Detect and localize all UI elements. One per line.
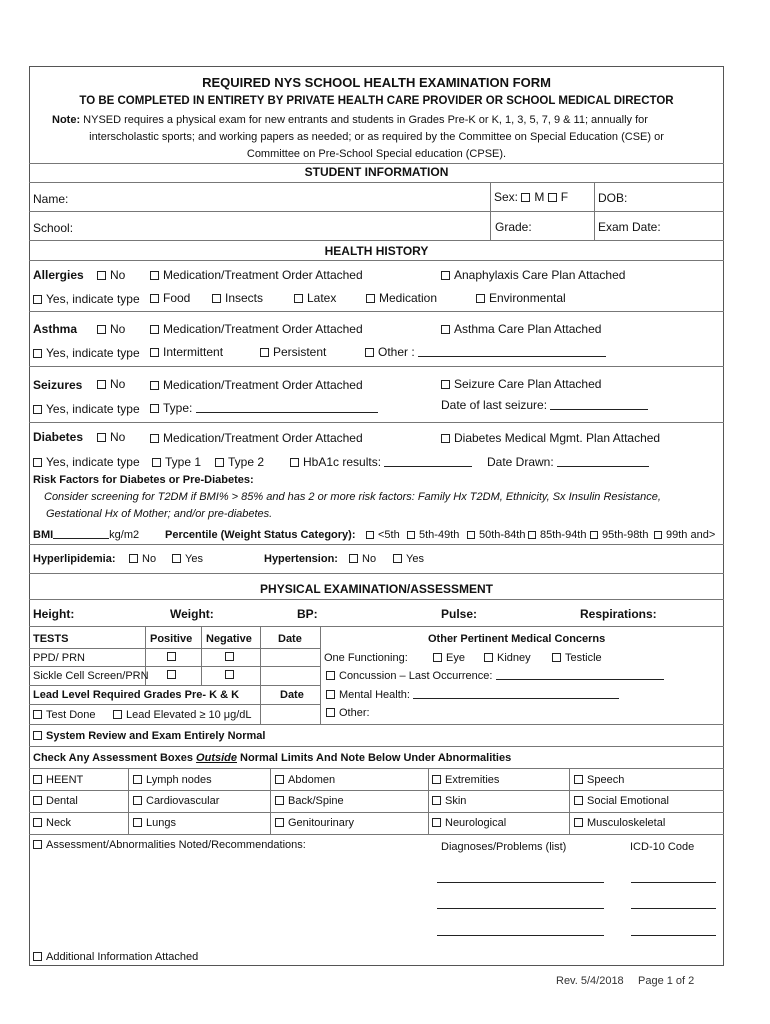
student-info-heading: STUDENT INFORMATION (304, 165, 449, 179)
physical-heading: PHYSICAL EXAMINATION/ASSESSMENT (260, 582, 493, 596)
test-done[interactable]: Test Done (33, 708, 96, 722)
assess-speech[interactable]: Speech (574, 773, 624, 787)
anaphylaxis-plan[interactable]: Anaphylaxis Care Plan Attached (441, 268, 625, 282)
allergy-food[interactable]: Food (150, 291, 190, 305)
page-number: Page 1 of 2 (638, 975, 695, 987)
assess-dental[interactable]: Dental (33, 794, 78, 808)
diagnosis-line[interactable] (437, 908, 604, 909)
diabetes-no[interactable]: No (97, 430, 125, 444)
respirations-label: Respirations: (580, 607, 657, 621)
allergy-environmental[interactable]: Environmental (476, 291, 566, 305)
risk-heading: Risk Factors for Diabetes or Pre-Diabetes: (33, 474, 254, 486)
icd-heading: ICD-10 Code (630, 841, 695, 853)
diagnoses-heading: Diagnoses/Problems (list) (441, 841, 567, 853)
asthma-other-input[interactable] (418, 346, 606, 357)
assess-extremities[interactable]: Extremities (432, 773, 499, 787)
weight-label: Weight: (170, 607, 214, 621)
date-drawn-input[interactable] (557, 456, 649, 467)
seizure-type-input[interactable] (196, 402, 378, 413)
asthma-other[interactable]: Other : (365, 345, 606, 359)
seizures-no[interactable]: No (97, 377, 125, 391)
diabetes-med-order[interactable]: Medication/Treatment Order Attached (150, 431, 363, 445)
school-label: School: (33, 221, 74, 235)
assess-social-emotional[interactable]: Social Emotional (574, 794, 669, 808)
percentile-c4[interactable]: 85th-94th (528, 528, 586, 542)
name-label: Name: (33, 192, 69, 206)
hypertension-label: Hypertension: (264, 553, 338, 565)
percentile-c1[interactable]: <5th (366, 528, 400, 542)
mental-health[interactable]: Mental Health: (326, 688, 619, 702)
date-drawn[interactable]: Date Drawn: (487, 455, 649, 469)
other-concerns-heading: Other Pertinent Medical Concerns (428, 633, 606, 645)
hyperlipidemia-label: Hyperlipidemia: (33, 553, 116, 565)
tests-heading: TESTS (33, 633, 69, 645)
exam-date-label: Exam Date: (598, 220, 661, 234)
date-heading: Date (278, 633, 302, 645)
dob-label: DOB: (598, 191, 628, 205)
ppd-label: PPD/ PRN (33, 652, 85, 664)
lead-required-label: Lead Level Required Grades Pre- K & K (33, 689, 240, 701)
seizures-yes[interactable]: Yes, indicate type (33, 402, 140, 416)
check-instruction: Check Any Assessment Boxes Outside Normal Limits And Note Below Under Abnormalities (33, 752, 512, 764)
sex-m-checkbox[interactable] (521, 193, 530, 202)
ppd-negative-checkbox[interactable] (225, 652, 234, 661)
assess-heent[interactable]: HEENT (33, 773, 83, 787)
revision-date: Rev. 5/4/2018 (556, 975, 624, 987)
icd-line[interactable] (631, 935, 716, 936)
seizures-med-order[interactable]: Medication/Treatment Order Attached (150, 378, 363, 392)
allergy-medication[interactable]: Medication (366, 291, 437, 305)
grade-label: Grade: (495, 220, 532, 234)
form-title: REQUIRED NYS SCHOOL HEALTH EXAMINATION FORM (202, 75, 551, 90)
abnormalities[interactable]: Assessment/Abnormalities Noted/Recommendations: (33, 838, 306, 852)
diabetes-label: Diabetes (33, 430, 84, 444)
negative-heading: Negative (206, 633, 252, 645)
asthma-persistent[interactable]: Persistent (260, 345, 326, 359)
diabetes-plan[interactable]: Diabetes Medical Mgmt. Plan Attached (441, 431, 660, 445)
assess-musculoskeletal[interactable]: Musculoskeletal (574, 816, 665, 830)
note-line-3: Committee on Pre-School Special education (CPSE). (246, 148, 507, 160)
asthma-intermittent[interactable]: Intermittent (150, 345, 223, 359)
assess-lymph-nodes[interactable]: Lymph nodes (133, 773, 212, 787)
bmi-field[interactable]: BMI kg/m2 (33, 529, 140, 541)
hba1c-input[interactable] (384, 456, 472, 467)
percentile-c3[interactable]: 50th-84th (467, 528, 525, 542)
mental-health-input[interactable] (413, 688, 619, 699)
asthma-yes[interactable]: Yes, indicate type (33, 346, 140, 360)
icd-line[interactable] (631, 882, 716, 883)
asthma-med-order[interactable]: Medication/Treatment Order Attached (150, 322, 363, 336)
sex-f-checkbox[interactable] (548, 193, 557, 202)
asthma-label: Asthma (33, 322, 78, 336)
allergy-insects[interactable]: Insects (212, 291, 263, 305)
assess-lungs[interactable]: Lungs (133, 816, 176, 830)
seizures-label: Seizures (33, 378, 83, 392)
allergy-latex[interactable]: Latex (294, 291, 336, 305)
assess-neurological[interactable]: Neurological (432, 816, 506, 830)
one-functioning-kidney[interactable]: Kidney (484, 651, 531, 665)
additional-info[interactable]: Additional Information Attached (33, 950, 198, 964)
lead-elevated[interactable]: Lead Elevated ≥ 10 μg/dL (113, 708, 252, 722)
asthma-plan[interactable]: Asthma Care Plan Attached (441, 322, 601, 336)
allergies-no[interactable]: No (97, 268, 125, 282)
last-seizure[interactable]: Date of last seizure: (441, 398, 648, 412)
note-line-2: interscholastic sports; and working papers as needed; or as required by the Committee on Special Education (CSE) or (89, 131, 664, 143)
other-concern[interactable]: Other: (326, 706, 370, 720)
one-functioning-eye[interactable]: Eye (433, 651, 465, 665)
percentile-c2[interactable]: 5th-49th (407, 528, 459, 542)
risk-line-2: Gestational Hx of Mother; and/or pre-diabetes. (46, 508, 273, 520)
diabetes-yes[interactable]: Yes, indicate type (33, 455, 140, 469)
assess-back-spine[interactable]: Back/Spine (275, 794, 344, 808)
sickle-positive-checkbox[interactable] (167, 670, 176, 679)
risk-line-1: Consider screening for T2DM if BMI% > 85% and has 2 or more risk factors: Family Hx T2DM, Ethnicity, Sx Insulin Resistance, (44, 491, 661, 503)
allergies-med-order[interactable]: Medication/Treatment Order Attached (150, 268, 363, 282)
diabetes-type1[interactable]: Type 1 (152, 455, 201, 469)
height-label: Height: (33, 607, 75, 621)
assess-abdomen[interactable]: Abdomen (275, 773, 335, 787)
hyperlipidemia-no[interactable]: No (129, 552, 156, 566)
seizure-plan[interactable]: Seizure Care Plan Attached (441, 377, 601, 391)
system-review[interactable]: System Review and Exam Entirely Normal (33, 729, 265, 743)
percentile-label: Percentile (Weight Status Category): (165, 529, 356, 541)
assess-genitourinary[interactable]: Genitourinary (275, 816, 354, 830)
allergies-label: Allergies (33, 268, 84, 282)
lead-date-heading: Date (280, 689, 304, 701)
bp-label: BP: (297, 607, 318, 621)
allergies-yes[interactable]: Yes, indicate type (33, 292, 140, 306)
seizures-type[interactable]: Type: (150, 401, 378, 415)
icd-line[interactable] (631, 908, 716, 909)
note-line-1: Note: NYSED requires a physical exam for new entrants and students in Grades Pre-K or K, 1, 3, 5, 7, 9 & 11; annually for (52, 114, 648, 126)
health-history-heading: HEALTH HISTORY (324, 244, 429, 258)
asthma-no[interactable]: No (97, 322, 125, 336)
concussion[interactable]: Concussion – Last Occurrence: (326, 669, 664, 683)
positive-heading: Positive (150, 633, 193, 645)
one-functioning-label: One Functioning: (324, 652, 408, 664)
diagnosis-line[interactable] (437, 882, 604, 883)
form-subtitle: TO BE COMPLETED IN ENTIRETY BY PRIVATE HEALTH CARE PROVIDER OR SCHOOL MEDICAL DIRECTOR (79, 95, 674, 107)
assess-skin[interactable]: Skin (432, 794, 466, 808)
hyperlipidemia-yes[interactable]: Yes (172, 552, 203, 566)
one-functioning-testicle[interactable]: Testicle (552, 651, 602, 665)
bmi-input[interactable] (53, 528, 109, 539)
assess-neck[interactable]: Neck (33, 816, 71, 830)
sickle-negative-checkbox[interactable] (225, 670, 234, 679)
sex-field[interactable]: Sex: M F (494, 190, 569, 204)
concussion-input[interactable] (496, 669, 664, 680)
hypertension-yes[interactable]: Yes (393, 552, 424, 566)
last-seizure-input[interactable] (550, 399, 648, 410)
hba1c[interactable]: HbA1c results: (290, 455, 472, 469)
assess-cardiovascular[interactable]: Cardiovascular (133, 794, 219, 808)
ppd-positive-checkbox[interactable] (167, 652, 176, 661)
pulse-label: Pulse: (441, 607, 478, 621)
percentile-c6[interactable]: 99th and> (654, 528, 715, 542)
diagnosis-line[interactable] (437, 935, 604, 936)
hypertension-no[interactable]: No (349, 552, 376, 566)
diabetes-type2[interactable]: Type 2 (215, 455, 264, 469)
sickle-label: Sickle Cell Screen/PRN (33, 670, 149, 682)
percentile-c5[interactable]: 95th-98th (590, 528, 648, 542)
